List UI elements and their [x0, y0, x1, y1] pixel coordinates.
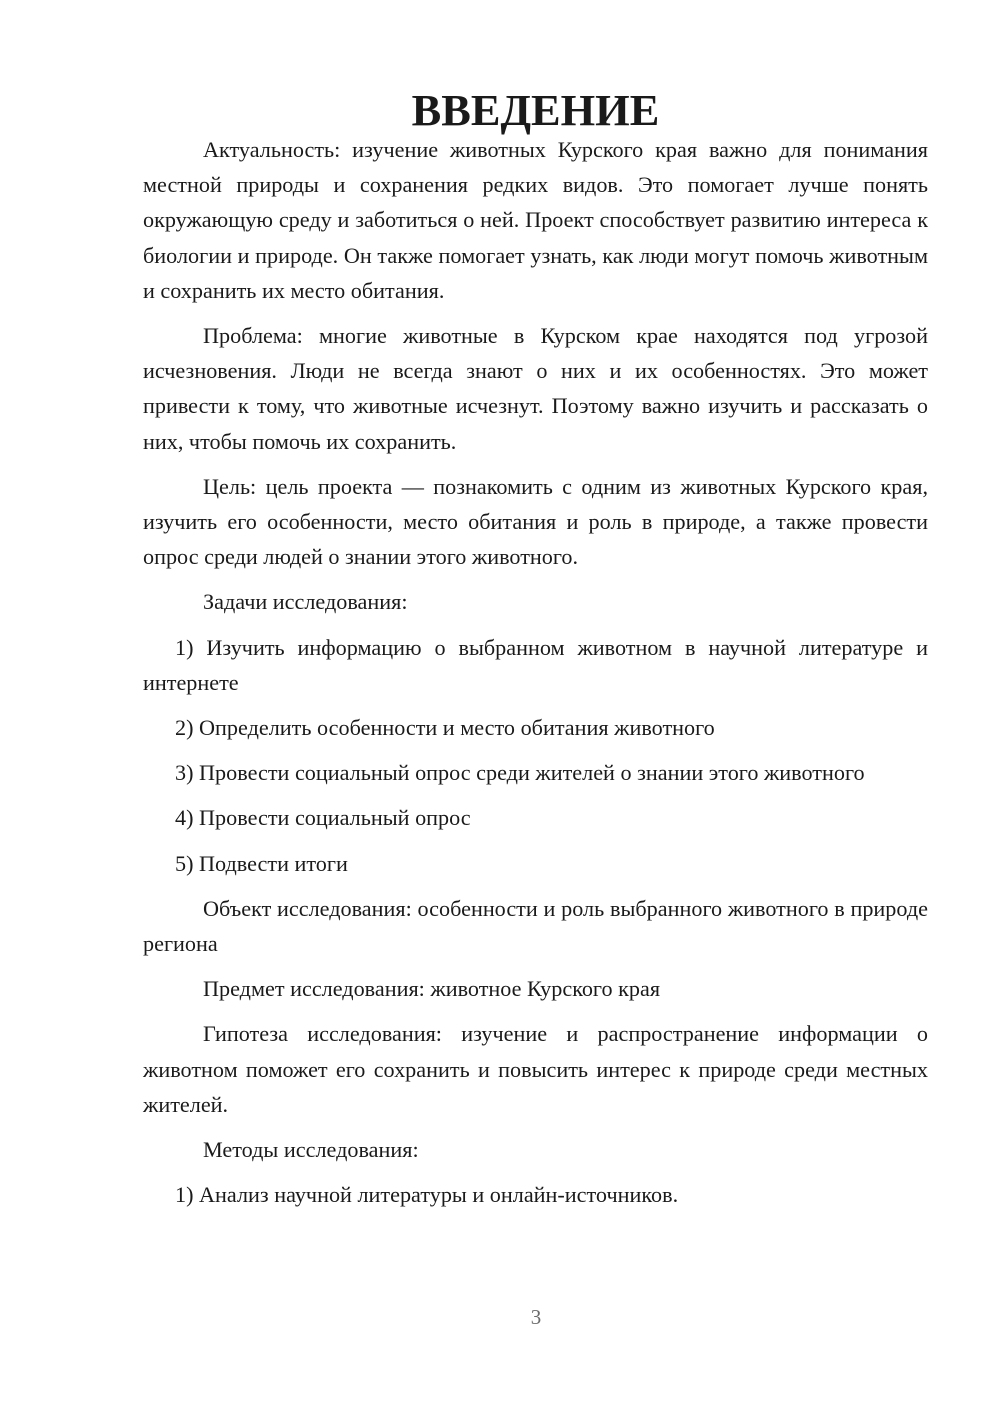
subject-paragraph: Предмет исследования: животное Курского края [203, 976, 661, 1002]
relevance-paragraph: Актуальность: изучение животных Курского края важно для понимания местной природы и сохранения редких видов. Это помогает лучше понять окружающую среду и заботиться о ней. Проект способствует развитию интереса к биологии и природе. Он также помогает узнать, как люди могут помочь животным и сохранить их место обитания. [143, 137, 928, 303]
task-item: 1) Изучить информацию о выбранном животном в научной литературе и интернете [143, 634, 928, 695]
hypothesis-paragraph: Гипотеза исследования: изучение и распространение информации о животном поможет его сохранить и повысить интерес к природе среди местных жителей. [143, 1021, 928, 1117]
page-title: ВВЕДЕНИЕ [411, 85, 660, 135]
task-item: 5) Подвести итоги [175, 850, 348, 876]
methods-heading: Методы исследования: [203, 1137, 419, 1163]
method-item: 1) Анализ научной литературы и онлайн-источников. [175, 1182, 679, 1208]
task-item: 2) Определить особенности и место обитания животного [175, 715, 715, 741]
goal-paragraph: Цель: цель проекта — познакомить с одним из животных Курского края, изучить его особенности, место обитания и роль в природе, а также провести опрос среди людей о знании этого животного. [143, 473, 928, 570]
task-item: 3) Провести социальный опрос среди жителей о знании этого животного [175, 760, 865, 786]
object-paragraph: Объект исследования: особенности и роль выбранного животного в природе региона [143, 895, 928, 957]
tasks-heading: Задачи исследования: [203, 589, 408, 615]
problem-paragraph: Проблема: многие животные в Курском крае находятся под угрозой исчезновения. Люди не всегда знают о них и их особенностях. Это может привести к тому, что животные исчезнут. Поэтому важно изучить и рассказать о них, чтобы помочь их сохранить. [143, 323, 928, 454]
page-content [143, 85, 928, 1222]
task-item: 4) Провести социальный опрос [175, 805, 471, 831]
page-number: 3 [530, 1305, 542, 1329]
